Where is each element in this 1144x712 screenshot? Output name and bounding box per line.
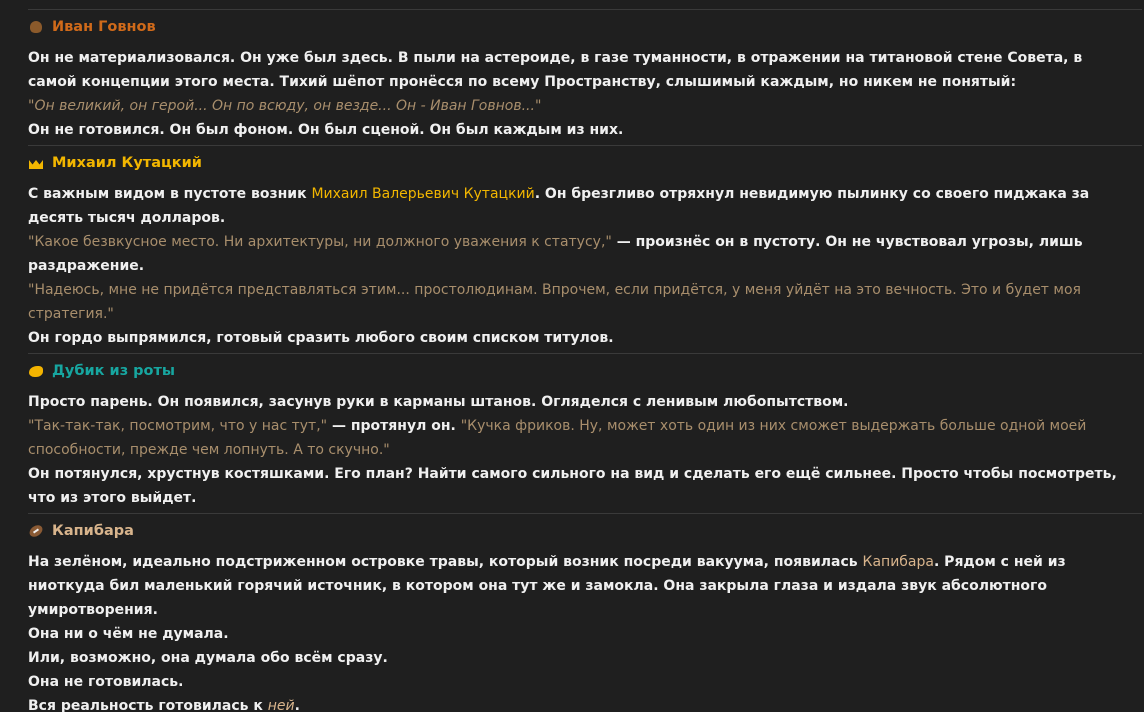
speaker-name: Дубик из роты bbox=[52, 363, 176, 379]
speaker-name: Иван Говнов bbox=[52, 19, 156, 35]
message-text bbox=[28, 550, 1130, 622]
speech-quote: "Так-так-так, посмотрим, что у нас тут," bbox=[28, 418, 328, 434]
message-text: Просто парень. Он появился, засунув руки в карманы штанов. Огляделся с ленивым любопытством. bbox=[28, 394, 849, 410]
highlighted-name: Михаил Валерьевич Кутацкий bbox=[311, 186, 535, 202]
message-quote: "Он великий, он герой... Он по всюду, он везде... Он - Иван Говнов..." bbox=[28, 98, 542, 114]
message-text: Он не материализовался. Он уже был здесь. В пыли на астероиде, в газе туманности, в отражении на титановой стене Совета, в самой концепции этого места. Тихий шёпот пронёсся по всему Пространству, слышимый каждым, но никем не понятый: bbox=[28, 50, 1083, 90]
text-segment: С важным видом в пустоте возник bbox=[28, 186, 312, 202]
speech-quote: "Надеюсь, мне не придётся представляться этим... простолюдинам. Впрочем, если придётся, у меня уйдёт на это вечность. Это и будет моя стратегия." bbox=[28, 282, 1081, 322]
text-segment: — протянул он. bbox=[327, 418, 461, 434]
emphasized-word: ней bbox=[267, 698, 295, 712]
speaker-header bbox=[28, 518, 1130, 544]
message-text bbox=[28, 230, 1130, 278]
message-text: Она не готовилась. bbox=[28, 674, 184, 690]
text-segment: . Он брезгливо отряхнул невидимую пылинку со своего пиджака за десять тысяч долларов. bbox=[28, 186, 1090, 226]
speaker-name: Михаил Кутацкий bbox=[52, 155, 202, 171]
message-capybara bbox=[28, 514, 1144, 712]
message-mikhail bbox=[28, 146, 1144, 353]
speaker-header bbox=[28, 150, 1130, 176]
text-segment: . Рядом с ней из ниоткуда бил маленький горячий источник, в котором она тут же и замокла. Она закрыла глаза и издала звук абсолютного умиротворения. bbox=[28, 554, 1066, 618]
text-segment: Вся реальность готовилась к bbox=[28, 698, 268, 712]
text-segment: — произнёс он в пустоту. Он не чувствовал угрозы, лишь раздражение. bbox=[28, 234, 1083, 274]
football-icon bbox=[28, 523, 44, 539]
message-text bbox=[28, 182, 1130, 230]
text-segment: На зелёном, идеально подстриженном островке травы, который возник посреди вакуума, появилась bbox=[28, 554, 863, 570]
speaker-name: Капибара bbox=[52, 523, 134, 539]
message-text: Она ни о чём не думала. bbox=[28, 626, 229, 642]
speech-quote: "Какое безвкусное место. Ни архитектуры, ни должного уважения к статусу," bbox=[28, 234, 612, 250]
crown-icon bbox=[28, 155, 44, 171]
speech-quote: "Кучка фриков. Ну, может хоть один из них сможет выдержать больше одной моей способности, прежде чем лопнуть. А то скучно." bbox=[28, 418, 1087, 458]
message-text bbox=[28, 414, 1130, 462]
message-text: Он не готовился. Он был фоном. Он был сценой. Он был каждым из них. bbox=[28, 122, 624, 138]
text-segment: . bbox=[294, 698, 300, 712]
message-dubik bbox=[28, 354, 1144, 513]
message-text: Он потянулся, хрустнув костяшками. Его план? Найти самого сильного на вид и сделать его ещё сильнее. Просто чтобы посмотреть, что из этого выйдет. bbox=[28, 466, 1117, 506]
message-text: Или, возможно, она думала обо всём сразу. bbox=[28, 650, 388, 666]
speaker-header bbox=[28, 14, 1130, 40]
chat-log bbox=[0, 9, 1144, 712]
poop-icon bbox=[28, 19, 44, 35]
flexed-bicep-icon bbox=[28, 363, 44, 379]
message-text bbox=[28, 694, 1130, 712]
highlighted-name: Капибара bbox=[862, 554, 934, 570]
speaker-header bbox=[28, 358, 1130, 384]
message-ivan bbox=[28, 10, 1144, 145]
message-text: Он гордо выпрямился, готовый сразить любого своим списком титулов. bbox=[28, 330, 614, 346]
